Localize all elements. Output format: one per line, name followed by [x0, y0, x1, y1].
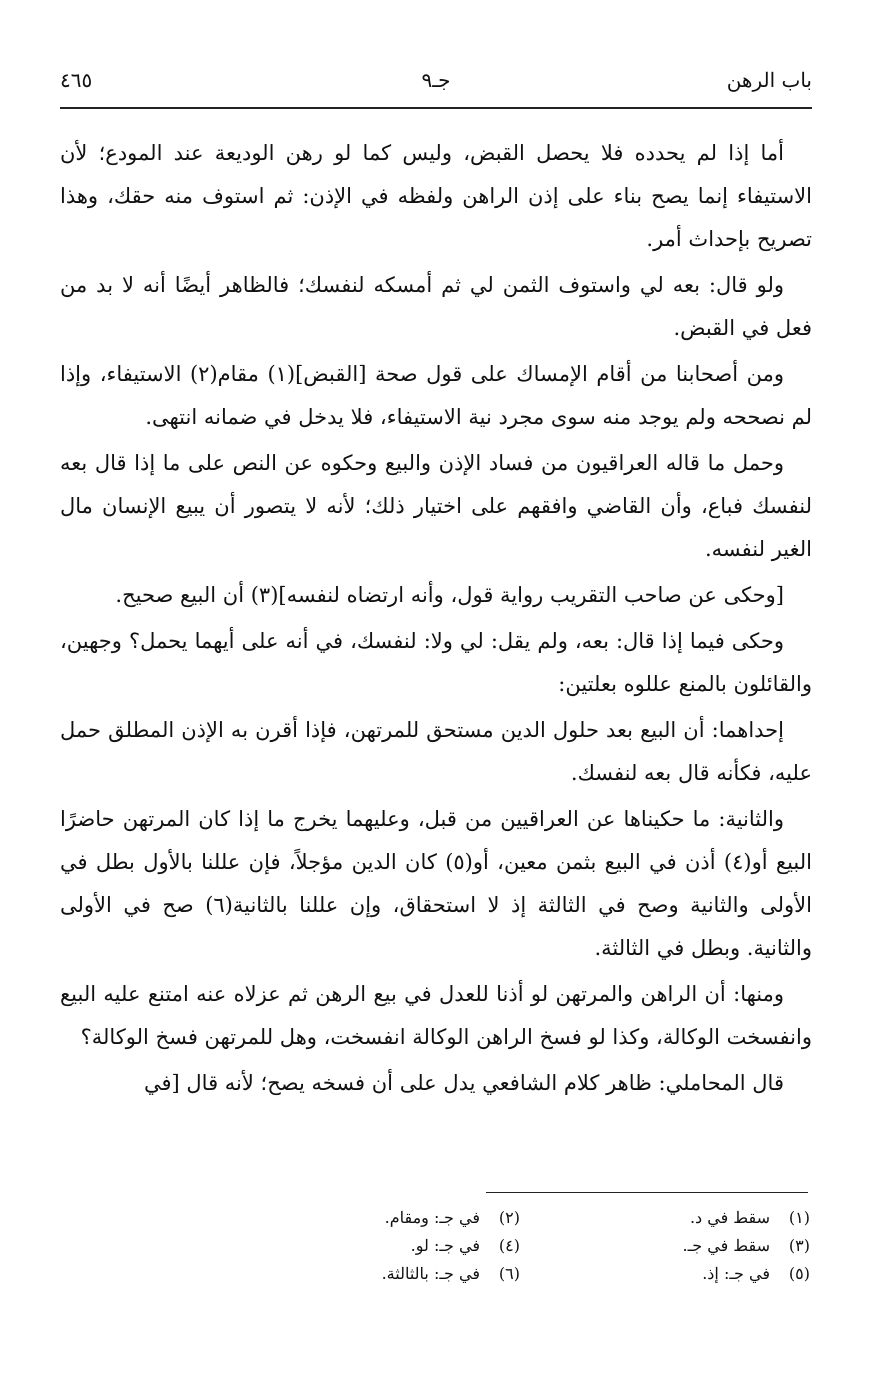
footnote-number: (٦): [498, 1264, 520, 1283]
footnote-text: في جـ: ومقام.: [384, 1208, 480, 1227]
footnote-text: سقط في د.: [689, 1208, 770, 1227]
footnote-divider: [486, 1192, 808, 1193]
paragraph: ومن أصحابنا من أقام الإمساك على قول صحة [القبض](١) مقام(٢) الاستيفاء، وإذا لم نصححه ولم يوجد منه سوى مجرد نية الاستيفاء، فلا يدخل في ضمانه انتهى.: [60, 362, 812, 429]
paragraph: ولو قال: بعه لي واستوف الثمن لي ثم أمسكه لنفسك؛ فالظاهر أيضًا أنه لا بد من فعل في القبض.: [60, 273, 812, 340]
footnote: [560, 1232, 810, 1260]
footnote-number: (٢): [498, 1208, 520, 1227]
footnote: [270, 1260, 520, 1288]
footnote-number: (١): [788, 1208, 810, 1227]
footnote-text: في جـ: إذ.: [702, 1264, 770, 1283]
paragraph: ومنها: أن الراهن والمرتهن لو أذنا للعدل في بيع الرهن ثم عزلاه عنه امتنع عليه البيع وانفسخت الوكالة، وكذا لو فسخ الراهن الوكالة انفسخت، وهل للمرتهن فسخ الوكالة؟: [60, 982, 812, 1049]
main-text: [60, 132, 812, 1108]
paragraph: وحكى فيما إذا قال: بعه، ولم يقل: لي ولا: لنفسك، في أنه على أيهما يحمل؟ وجهين، والقائلون بالمنع عللوه بعلتين:: [60, 629, 812, 696]
page-number: ٤٦٥: [60, 68, 93, 92]
footnote-text: في جـ: لو.: [410, 1236, 480, 1255]
footnote-text: سقط في جـ.: [682, 1236, 770, 1255]
paragraph: والثانية: ما حكيناها عن العراقيين من قبل، وعليهما يخرج ما إذا كان المرتهن حاضرًا البيع أو(٤) أذن في البيع بثمن معين، أو(٥) كان الدين مؤجلاً، فإن عللنا بالأول بطل في الأولى والثانية وصح في الثالثة إذ لا استحقاق، وإن عللنا بالثانية(٦) صح في الأولى والثانية. وبطل في الثالثة.: [60, 807, 812, 960]
paragraph: وحمل ما قاله العراقيون من فساد الإذن والبيع وحكوه عن النص على ما إذا قال بعه لنفسك فباع، وأن القاضي وافقهم على اختيار ذلك؛ لأنه لا يتصور أن يبيع الإنسان مال الغير لنفسه.: [60, 451, 812, 561]
chapter-title: باب الرهن: [726, 68, 812, 92]
footnote-text: في جـ: بالثالثة.: [381, 1264, 480, 1283]
footnote: [560, 1204, 810, 1232]
footnote: [560, 1260, 810, 1288]
footnote-number: (٤): [498, 1236, 520, 1255]
paragraph: قال المحاملي: ظاهر كلام الشافعي يدل على أن فسخه يصح؛ لأنه قال [في: [144, 1071, 784, 1095]
page-header: [60, 68, 812, 106]
paragraph: إحداهما: أن البيع بعد حلول الدين مستحق للمرتهن، فإذا أقرن به الإذن المطلق حمل عليه، فكأنه قال بعه لنفسك.: [60, 718, 812, 785]
paragraph: أما إذا لم يحدده فلا يحصل القبض، وليس كما لو رهن الوديعة عند المودع؛ لأن الاستيفاء إنما يصح بناء على إذن الراهن ولفظه في الإذن: ثم استوف منه حقك، وهذا تصريح بإحداث أمر.: [60, 141, 812, 251]
footnote-number: (٣): [788, 1236, 810, 1255]
footnotes: [270, 1204, 810, 1288]
paragraph: [وحكى عن صاحب التقريب رواية قول، وأنه ارتضاه لنفسه](٣) أن البيع صحيح.: [115, 583, 784, 607]
footnote: [270, 1204, 520, 1232]
footnote-number: (٥): [788, 1264, 810, 1283]
header-divider: [60, 107, 812, 109]
volume-label: جـ٩: [421, 68, 451, 92]
footnote: [270, 1232, 520, 1260]
